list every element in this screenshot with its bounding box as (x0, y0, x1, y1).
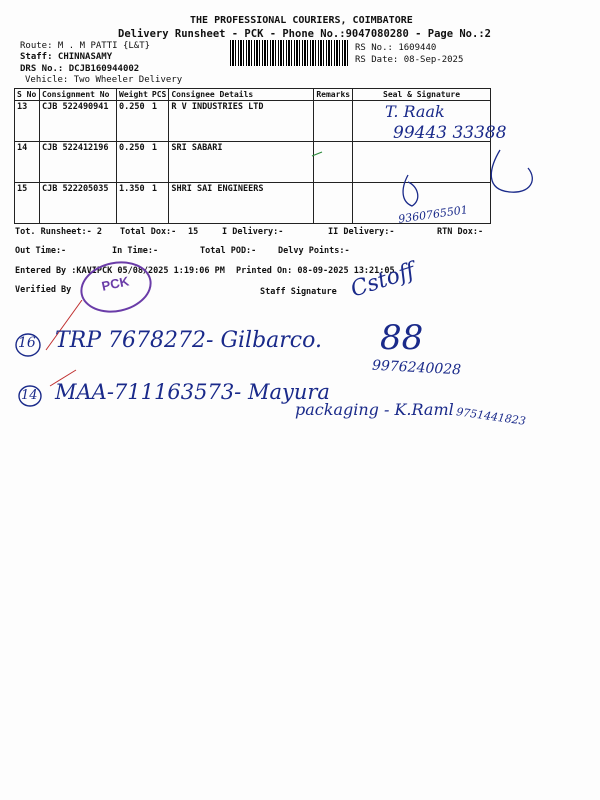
consignee-cell: SRI SABARI (169, 142, 314, 183)
printed-on: Printed On: 08-09-2025 13:21:05 (236, 266, 395, 276)
tot-runsheet: Tot. Runsheet:- 2 (15, 227, 102, 237)
rs-date-text: RS Date: 08-Sep-2025 (355, 55, 464, 65)
remarks-cell (314, 101, 353, 142)
note-1-number: 16 (18, 335, 36, 351)
weight-cell: 1.350 (117, 183, 150, 224)
i-delivery: I Delivery:- (222, 227, 284, 237)
staff-text: Staff: CHINNASAMY (20, 52, 113, 62)
note-1-phone: 9976240028 (371, 357, 462, 379)
vehicle-text: Vehicle: Two Wheeler Delivery (25, 75, 183, 85)
note-2-text: MAA-711163573- Mayura (55, 380, 330, 404)
pck-stamp: PCK (76, 255, 157, 319)
rtn-dox: RTN Dox:- (437, 227, 484, 237)
weight-cell: 0.250 (117, 142, 150, 183)
note-2-phone: 9751441823 (455, 405, 527, 428)
note-2-number: 14 (21, 388, 38, 403)
col-header: S No (15, 89, 40, 101)
consignment-cell: CJB 522205035 (40, 183, 117, 224)
drs-text: DRS No.: DCJB160944002 (20, 64, 140, 74)
note-2-text2: packaging - K.Raml (295, 400, 454, 419)
consignment-cell: CJB 522490941 (40, 101, 117, 142)
out-time: Out Time:- (15, 246, 67, 256)
total-dox-value: 15 (188, 227, 199, 237)
staff-signature-label: Staff Signature (260, 287, 337, 297)
company-title: THE PROFESSIONAL COURIERS, COIMBATORE (190, 15, 413, 26)
col-header: Consignment No (40, 89, 117, 101)
delvy-points: Delvy Points:- (278, 246, 350, 256)
col-header: Seal & Signature (353, 89, 491, 101)
col-header: Remarks (314, 89, 353, 101)
sno-cell: 13 (15, 101, 40, 142)
total-pod: Total POD:- (200, 246, 257, 256)
col-header: PCS (150, 89, 169, 101)
consignee-cell: SHRI SAI ENGINEERS (169, 183, 314, 224)
weight-cell: 0.250 (117, 101, 150, 142)
pcs-cell: 1 (150, 142, 169, 183)
verified-by: Verified By (15, 285, 72, 295)
total-dox-label: Total Dox:- (120, 227, 177, 237)
note-1-signature: 88 (380, 318, 424, 358)
handwritten-phone-1: 99443 33388 (393, 123, 507, 143)
in-time: In Time:- (112, 246, 159, 256)
sno-cell: 15 (15, 183, 40, 224)
consignment-cell: CJB 522412196 (40, 142, 117, 183)
handwritten-phone-3: 9360765501 (397, 203, 469, 226)
col-header: Consignee Details (169, 89, 314, 101)
pcs-cell: 1 (150, 183, 169, 224)
ii-delivery: II Delivery:- (328, 227, 395, 237)
staff-signature-scribble: Cstoff (347, 258, 419, 303)
col-header: Weight (117, 89, 150, 101)
pcs-cell: 1 (150, 101, 169, 142)
entered-by: Entered By :KAVIPCK 05/08/2025 1:19:06 PM (15, 266, 225, 276)
runsheet-subtitle: Delivery Runsheet - PCK - Phone No.:9047080280 - Page No.:2 (118, 28, 491, 40)
consignee-cell: R V INDUSTRIES LTD (169, 101, 314, 142)
route-text: Route: M . M PATTI {L&T} (20, 41, 151, 51)
handwritten-signature-1: T. Raak (385, 102, 445, 121)
table-header-row (15, 89, 491, 101)
barcode (230, 40, 348, 66)
sno-cell: 14 (15, 142, 40, 183)
note-1-text: TRP 7678272- Gilbarco. (55, 328, 322, 353)
rs-no-text: RS No.: 1609440 (355, 43, 437, 53)
